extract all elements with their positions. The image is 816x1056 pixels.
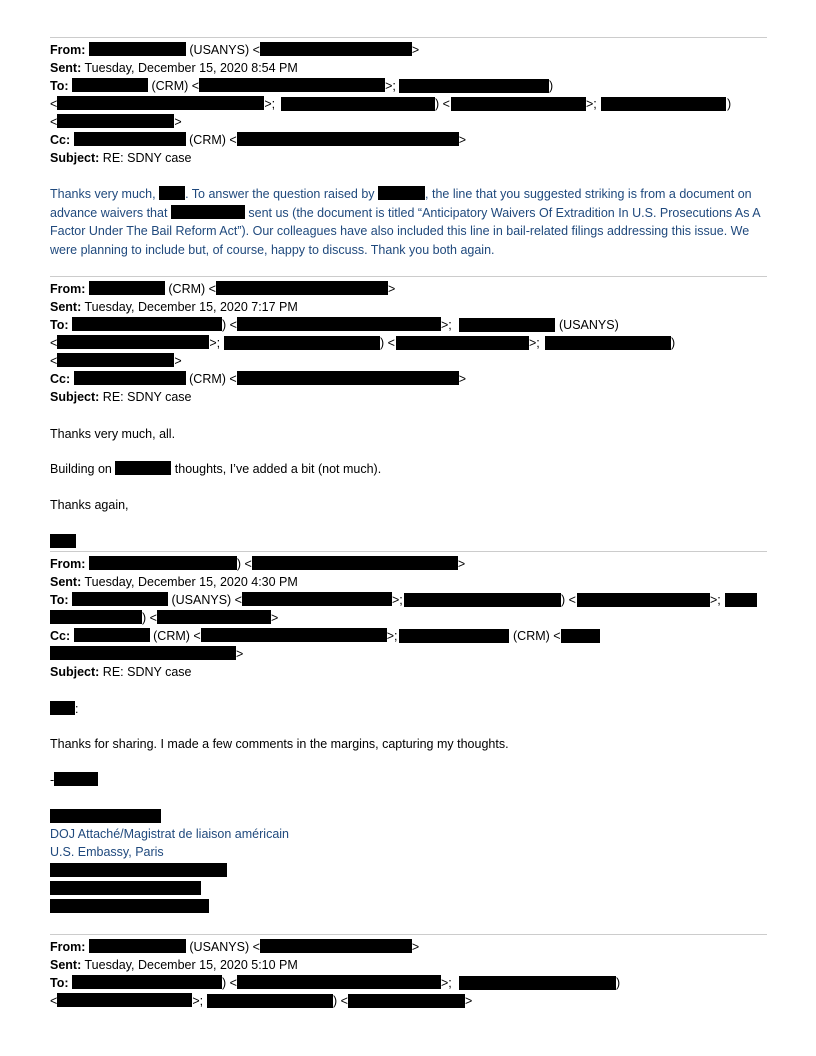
gt: > [457, 557, 466, 571]
close: ) [727, 97, 732, 111]
from-org: (USANYS) < [189, 940, 260, 954]
to-org: (CRM) < [151, 79, 200, 93]
redaction [115, 461, 171, 475]
gt: > [174, 354, 182, 368]
redaction [201, 628, 387, 642]
body-text: Building on [50, 462, 116, 476]
close-lt: ) < [142, 611, 157, 625]
redaction [237, 132, 459, 146]
lt: < [50, 336, 58, 350]
redaction [396, 336, 529, 350]
to-org: (USANYS) < [171, 593, 242, 607]
gt: > [465, 994, 473, 1008]
signature-redaction [50, 881, 201, 895]
redaction [725, 593, 757, 607]
semi: >; [385, 79, 396, 93]
redaction [171, 205, 245, 219]
redaction [237, 317, 441, 331]
redaction [157, 610, 271, 624]
email-subject-line [50, 388, 192, 406]
cc-org: (CRM) < [189, 133, 237, 147]
signature-org: U.S. Embassy, Paris [50, 845, 164, 859]
body-text: Thanks for sharing. I made a few comments in the margins, capturing my thoughts. [50, 737, 509, 751]
redaction [561, 629, 600, 643]
divider [50, 276, 767, 277]
close-lt: ) < [222, 318, 237, 332]
redaction [459, 318, 555, 332]
cc-org: (CRM) < [513, 629, 561, 643]
close: ) [616, 976, 621, 990]
email-sent-line [50, 298, 298, 316]
redaction [545, 336, 671, 350]
gt: > [411, 43, 420, 57]
signature-redaction [50, 863, 227, 877]
subject-label: Subject: [50, 665, 100, 679]
redaction [54, 772, 98, 786]
close: ) [671, 336, 676, 350]
email-from-line [50, 41, 419, 59]
close-lt: ) < [236, 557, 252, 571]
body-text: . To answer the question raised by [185, 187, 379, 201]
cc-label: Cc: [50, 629, 71, 643]
email-body [50, 185, 770, 259]
sent-value: Tuesday, December 15, 2020 4:30 PM [84, 575, 298, 589]
redaction [348, 994, 465, 1008]
gt: > [411, 940, 420, 954]
from-org: (USANYS) < [189, 43, 260, 57]
signature-dash [50, 771, 98, 789]
gt: > [174, 115, 182, 129]
email-from-line [50, 938, 419, 956]
email-subject-line [50, 663, 192, 681]
divider [50, 551, 767, 552]
from-label: From: [50, 43, 86, 57]
redaction [451, 97, 586, 111]
email-cc-line [50, 370, 466, 388]
redaction [57, 353, 174, 367]
gt: > [458, 372, 467, 386]
sent-label: Sent: [50, 575, 82, 589]
email-sent-line [50, 573, 298, 591]
close-lt: ) < [222, 976, 237, 990]
redaction [237, 975, 441, 989]
signature-redaction [50, 899, 209, 913]
redaction [72, 975, 222, 989]
redaction [89, 556, 237, 570]
email-to-line [50, 974, 452, 992]
redaction [89, 42, 186, 56]
semi: >; [586, 97, 597, 111]
sent-value: Tuesday, December 15, 2020 8:54 PM [84, 61, 298, 75]
redaction [74, 628, 150, 642]
semi: >; [392, 593, 403, 607]
email-cc-line [50, 131, 466, 149]
redaction [159, 186, 185, 200]
redaction [207, 994, 333, 1008]
lt: < [50, 115, 58, 129]
redaction [57, 114, 174, 128]
redaction [74, 371, 186, 385]
redaction [242, 592, 392, 606]
divider [50, 37, 767, 38]
email-sent-line [50, 59, 298, 77]
subject-value: RE: SDNY case [102, 390, 192, 404]
email-to-line [50, 316, 452, 334]
redaction [252, 556, 458, 570]
subject-value: RE: SDNY case [102, 665, 192, 679]
gt: > [387, 282, 396, 296]
gt: > [236, 647, 244, 661]
redaction [577, 593, 710, 607]
close-lt: ) < [333, 994, 348, 1008]
cc-org: (CRM) < [153, 629, 201, 643]
redaction [378, 186, 425, 200]
email-to-cont [50, 95, 275, 113]
sent-label: Sent: [50, 61, 82, 75]
from-label: From: [50, 940, 86, 954]
signature-redaction [50, 534, 76, 548]
sent-label: Sent: [50, 300, 82, 314]
redaction [89, 939, 186, 953]
redaction [399, 79, 549, 93]
body-text: , the line that you suggested striking is from a document on advance waivers that [50, 187, 752, 220]
close: ) [549, 79, 554, 93]
sent-value: Tuesday, December 15, 2020 7:17 PM [84, 300, 298, 314]
body-text [50, 460, 381, 478]
to-label: To: [50, 318, 69, 332]
divider [50, 934, 767, 935]
email-sent-line [50, 956, 298, 974]
to-org: (USANYS) [559, 318, 619, 332]
signature-title: DOJ Attaché/Magistrat de liaison américain [50, 827, 289, 841]
from-label: From: [50, 282, 86, 296]
email-from-line [50, 280, 395, 298]
subject-label: Subject: [50, 390, 100, 404]
redaction [50, 701, 75, 715]
redaction [72, 592, 168, 606]
to-label: To: [50, 976, 69, 990]
semi: >; [386, 629, 398, 643]
redaction [260, 42, 412, 56]
redaction [399, 629, 509, 643]
close-lt: ) < [435, 97, 450, 111]
email-from-line [50, 555, 465, 573]
greeting [50, 700, 78, 718]
email-cc-cont [50, 645, 243, 663]
redaction [57, 993, 192, 1007]
sent-value: Tuesday, December 15, 2020 5:10 PM [84, 958, 298, 972]
subject-value: RE: SDNY case [102, 151, 192, 165]
cc-org: (CRM) < [189, 372, 237, 386]
body-text: thoughts, I’ve added a bit (not much). [171, 462, 382, 476]
from-org: (CRM) < [168, 282, 216, 296]
redaction [404, 593, 561, 607]
body-text: Thanks again, [50, 498, 129, 512]
redaction [601, 97, 726, 111]
email-to-cont [50, 334, 220, 352]
gt: > [270, 611, 279, 625]
subject-label: Subject: [50, 151, 100, 165]
semi: >; [529, 336, 540, 350]
lt: < [50, 994, 58, 1008]
email-to-line [50, 591, 403, 609]
redaction [260, 939, 412, 953]
redaction [89, 281, 165, 295]
redaction [50, 646, 236, 660]
signature-name-redaction [50, 809, 161, 823]
email-to-cont [50, 992, 203, 1010]
gt: > [458, 133, 467, 147]
redaction [72, 317, 222, 331]
email-to-line [50, 77, 396, 95]
cc-label: Cc: [50, 133, 71, 147]
close-lt: ) < [561, 593, 576, 607]
redaction [216, 281, 388, 295]
email-to-cont2 [50, 352, 182, 370]
to-label: To: [50, 593, 69, 607]
from-label: From: [50, 557, 86, 571]
greeting-suffix: : [75, 702, 79, 716]
lt: < [50, 97, 58, 111]
email-cc-line [50, 627, 397, 645]
redaction [281, 97, 435, 111]
semi: >; [264, 97, 276, 111]
redaction [74, 132, 186, 146]
redaction [50, 610, 142, 624]
redaction [224, 336, 380, 350]
body-text: Thanks very much, [50, 187, 160, 201]
semi: >; [209, 336, 221, 350]
close-lt: ) < [380, 336, 395, 350]
semi: >; [192, 994, 204, 1008]
redaction [57, 96, 264, 110]
email-to-cont2 [50, 113, 182, 131]
redaction [459, 976, 616, 990]
email-subject-line [50, 149, 192, 167]
cc-label: Cc: [50, 372, 71, 386]
redaction [237, 371, 459, 385]
semi: >; [440, 976, 452, 990]
semi: >; [710, 593, 721, 607]
lt: < [50, 354, 58, 368]
email-to-cont [50, 609, 278, 627]
sent-label: Sent: [50, 958, 82, 972]
sig-dash: - [50, 773, 55, 787]
to-label: To: [50, 79, 69, 93]
body-text: sent us (the document is titled “Anticipatory Waivers Of Extradition In U.S. Prosecutions As A Factor Under The Bail Reform Act”). Our colleagues have also included this line in bail-related filings addressing this issue. We were planning to include but, of course, happy to discuss. Thank you both again. [50, 205, 760, 257]
redaction [199, 78, 385, 92]
redaction [57, 335, 209, 349]
redaction [72, 78, 148, 92]
body-text: Thanks very much, all. [50, 427, 176, 441]
semi: >; [440, 318, 452, 332]
